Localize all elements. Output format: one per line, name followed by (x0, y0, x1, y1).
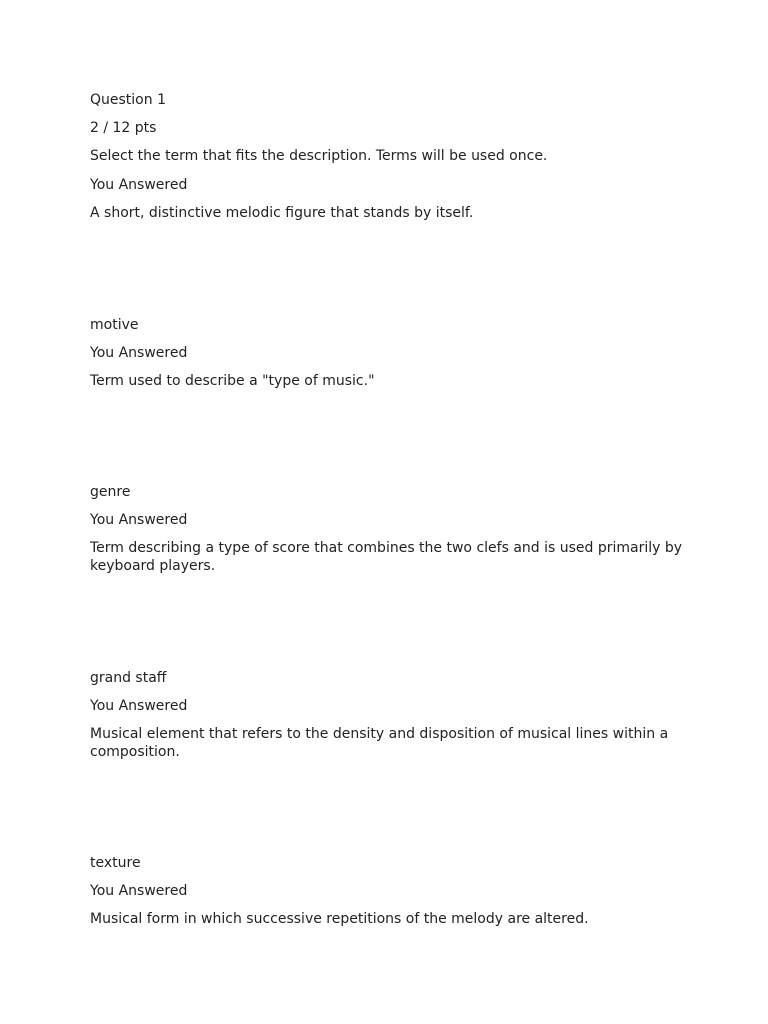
you-answered-label: You Answered (90, 698, 188, 714)
item-description: Term describing a type of score that combines the two clefs and is used primarily by keyboard players. (90, 540, 683, 574)
question-title: Question 1 (90, 92, 166, 108)
you-answered-label: You Answered (90, 177, 188, 193)
item-answer: grand staff (90, 670, 167, 686)
you-answered-label: You Answered (90, 512, 188, 528)
item-description: Musical element that refers to the density and disposition of musical lines within a composition. (90, 726, 669, 760)
you-answered-label: You Answered (90, 883, 188, 899)
you-answered-label: You Answered (90, 345, 188, 361)
item-description: Term used to describe a "type of music." (90, 373, 375, 389)
item-description: A short, distinctive melodic figure that stands by itself. (90, 205, 474, 221)
item-answer: motive (90, 317, 139, 333)
item-answer: texture (90, 855, 141, 871)
question-points: 2 / 12 pts (90, 120, 157, 136)
item-description: Musical form in which successive repetitions of the melody are altered. (90, 911, 589, 927)
item-answer: genre (90, 484, 131, 500)
question-instruction: Select the term that fits the description. Terms will be used once. (90, 148, 548, 164)
